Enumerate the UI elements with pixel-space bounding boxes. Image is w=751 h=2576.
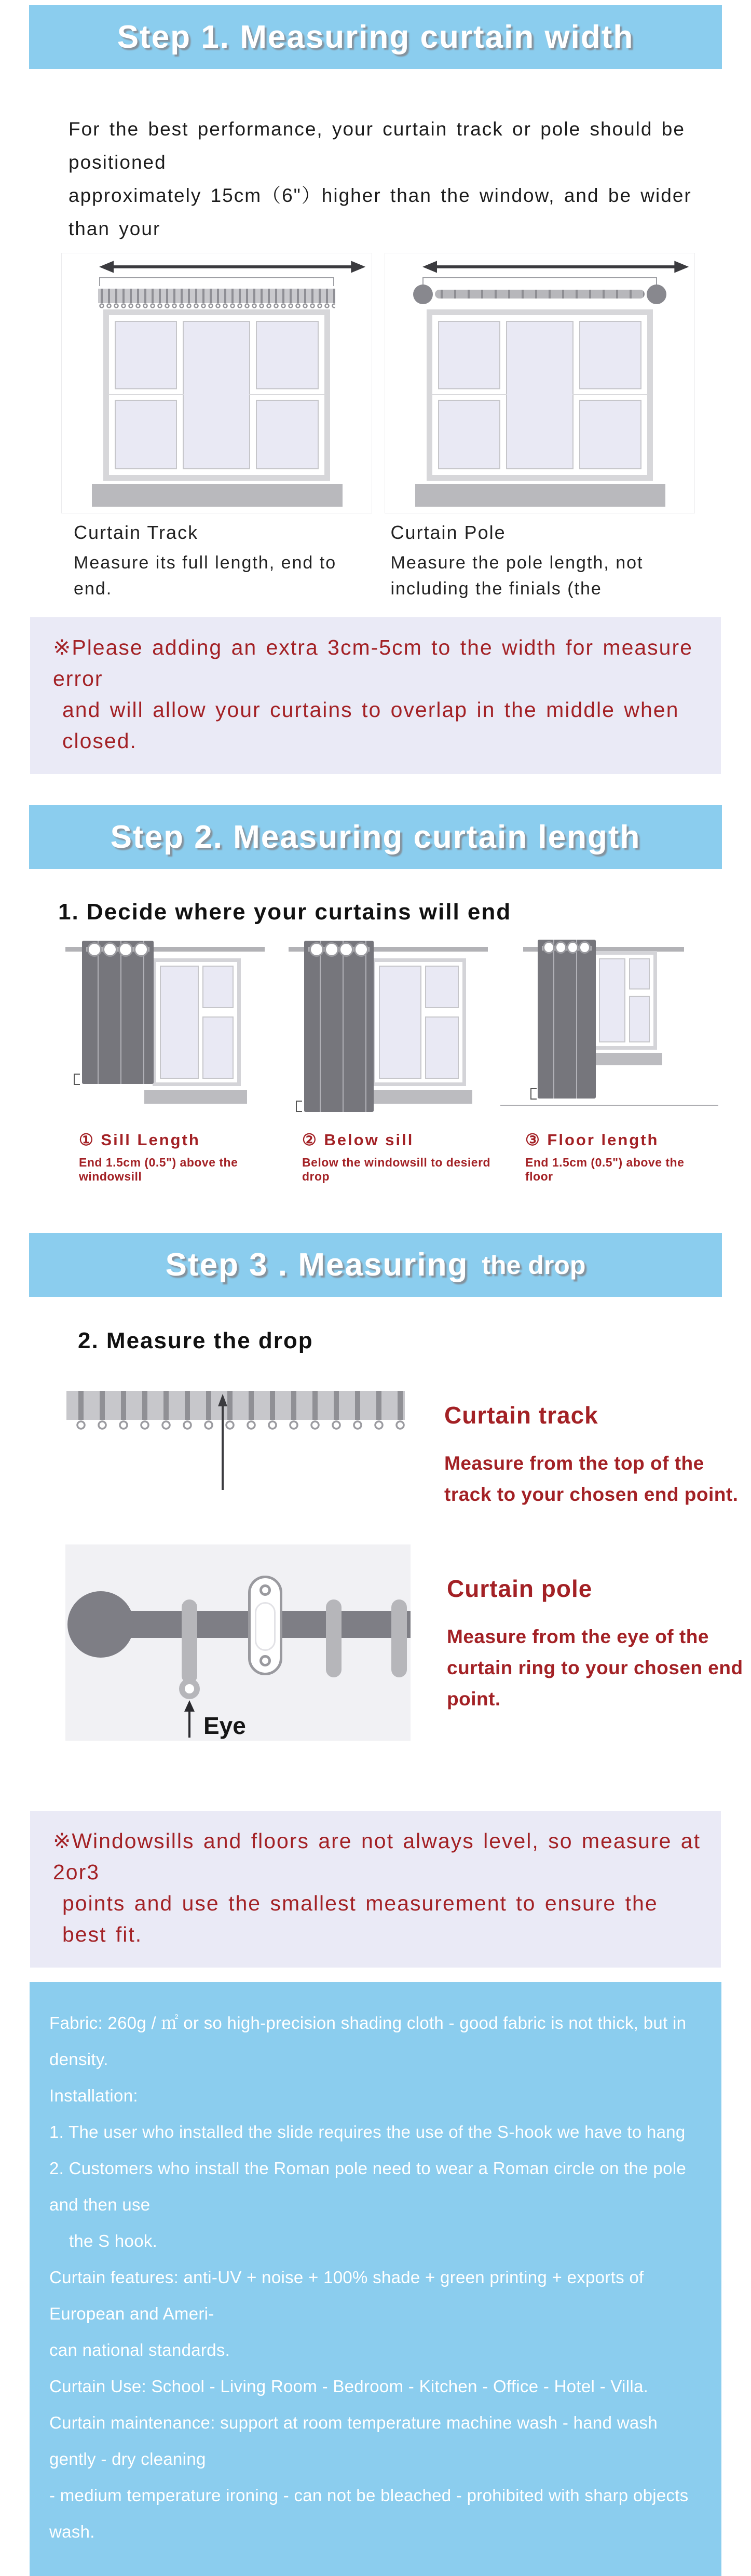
curtain-pole-drop-section — [65, 1544, 751, 1741]
level-note — [30, 1811, 721, 1968]
caption-line: Measure the pole length, not — [390, 553, 644, 573]
measure-bracket — [422, 277, 658, 286]
grommet-icon — [339, 942, 353, 957]
grommet-icon — [103, 942, 117, 957]
grommet-icon — [354, 942, 368, 957]
window-pane — [506, 321, 574, 469]
intro-line: For the best performance, your curtain track or pole should be positioned — [69, 118, 685, 173]
measure-bracket — [99, 277, 334, 286]
curtain-pole-figure — [65, 1544, 411, 1741]
window — [103, 309, 330, 481]
window-pane — [629, 996, 650, 1042]
window-pane — [379, 966, 421, 1079]
curtain-panel — [304, 941, 374, 1112]
caption-line: Measure its full length, end to end. — [74, 553, 337, 599]
window-column — [579, 321, 641, 469]
pole-caption-title: Curtain Pole — [390, 522, 506, 543]
curtain-track-drop-section — [66, 1382, 751, 1510]
step1-diagrams — [61, 253, 695, 513]
wall-bracket — [248, 1576, 282, 1675]
grommet-icon — [324, 942, 339, 957]
below-sill-diagram — [284, 932, 492, 1118]
length-option-floor — [508, 932, 715, 1184]
footer-line: 1. The user who installed the slide requires the use of the S-hook we have to hang — [49, 2122, 686, 2141]
curtain-pole-diagram — [385, 253, 695, 513]
window-pane — [202, 966, 234, 1008]
bracket-arm — [255, 1602, 276, 1651]
measure-tick — [296, 1101, 302, 1112]
window-pane — [256, 400, 318, 469]
window-frame — [595, 955, 653, 1046]
curtain-pole-text — [447, 1544, 743, 1715]
note-line: ※Windowsills and floors are not always level, so measure at 2or3 — [53, 1829, 701, 1884]
footer-line: the S hook. — [49, 2231, 158, 2250]
grommet-icon — [543, 941, 555, 954]
step1-banner — [29, 5, 722, 69]
step3-heading: 2. Measure the drop — [78, 1328, 313, 1353]
product-details-block — [30, 1982, 721, 2576]
option-desc: End 1.5cm (0.5") above the windowsill — [79, 1156, 238, 1183]
intro-line: approximately 15cm（6"）higher than the window, and be wider than your — [69, 185, 692, 239]
footer-line: Installation: — [49, 2086, 138, 2105]
window-column — [438, 321, 500, 469]
pole-finial-icon — [647, 284, 666, 304]
window-pane — [599, 958, 625, 1042]
pole-desc-line: curtain ring to your chosen end — [447, 1657, 743, 1678]
floor-length-diagram — [508, 932, 715, 1118]
track-desc-line: Measure from the top of the — [444, 1453, 704, 1474]
window-frame — [375, 962, 462, 1082]
curtain-track-hooks — [66, 1420, 405, 1432]
footer-line: Curtain features: anti-UV + noise + 100% shade + green printing + exports of European and Ameri- — [49, 2268, 649, 2323]
sill-length-diagram — [61, 932, 269, 1118]
track-desc-line: track to your chosen end point. — [444, 1484, 739, 1505]
screw-hole-icon — [260, 1584, 271, 1596]
window-mullion — [202, 1008, 234, 1016]
caption-line: including the finials (the — [390, 579, 602, 599]
track-caption — [74, 522, 378, 602]
windowsill — [92, 484, 343, 507]
curtain-track-text — [444, 1382, 738, 1510]
grommet-icon — [309, 942, 324, 957]
window-mullion — [629, 989, 650, 996]
grommet-row — [306, 942, 372, 957]
ring-eye-icon — [179, 1678, 200, 1699]
window-pane — [438, 321, 500, 389]
window-pane — [629, 958, 650, 989]
step1-intro-paragraph — [69, 113, 694, 246]
grommet-icon — [134, 942, 148, 957]
step3-banner — [29, 1233, 722, 1297]
window-pane — [579, 321, 641, 389]
window-pane — [425, 1016, 459, 1079]
step3-banner-subtitle: the drop — [482, 1250, 586, 1280]
step2-heading: 1. Decide where your curtains will end — [58, 899, 512, 925]
window-pane — [256, 321, 318, 389]
eye-label: Eye — [203, 1712, 246, 1739]
grommet-row — [540, 941, 594, 954]
window-column — [425, 966, 459, 1079]
window-mullion — [579, 389, 641, 400]
window-frame — [109, 315, 324, 475]
pole-caption — [391, 522, 695, 602]
window-frame — [432, 315, 648, 475]
curtain-panel — [82, 941, 154, 1084]
window-column — [379, 966, 421, 1079]
length-options — [61, 932, 751, 1184]
window-pane — [115, 321, 177, 389]
width-note — [30, 617, 721, 774]
step1-captions — [74, 522, 695, 602]
window-frame — [156, 962, 237, 1082]
window — [592, 951, 657, 1050]
curtain-track-title: Curtain track — [444, 1402, 598, 1429]
curtain-ring — [182, 1599, 197, 1684]
window-column — [115, 321, 177, 469]
option-title: ③ Floor length — [525, 1131, 659, 1149]
window-column — [629, 958, 650, 1042]
curtain-pole-bar — [435, 290, 645, 299]
width-arrow-icon — [99, 260, 365, 274]
window — [427, 309, 653, 481]
window-column — [599, 958, 625, 1042]
window-pane — [438, 400, 500, 469]
step1-banner-title: Step 1. Measuring curtain width — [117, 19, 634, 55]
up-arrow-icon — [216, 1394, 229, 1490]
window-pane — [183, 321, 250, 469]
footer-line: Curtain maintenance: support at room temperature machine wash - hand wash gently - dry cleaning — [49, 2413, 663, 2469]
footer-line: Fabric: 260g / ㎡ or so high-precision shading cloth - good fabric is not thick, but in density. — [49, 2013, 691, 2069]
window-mullion — [438, 389, 500, 400]
window — [153, 958, 241, 1086]
length-option-below-sill — [284, 932, 492, 1184]
window-pane — [579, 400, 641, 469]
curtain-panel — [538, 940, 596, 1099]
window-pane — [115, 400, 177, 469]
eye-arrow-icon — [183, 1700, 196, 1738]
measure-tick — [530, 1088, 537, 1100]
option-desc: End 1.5cm (0.5") above the floor — [525, 1156, 685, 1183]
window-mullion — [115, 389, 177, 400]
window-column — [183, 321, 250, 469]
window-pane — [160, 966, 199, 1079]
window-column — [256, 321, 318, 469]
option-desc: Below the windowsill to desierd drop — [302, 1156, 491, 1183]
pole-desc-line: point. — [447, 1688, 501, 1710]
note-line: ※Please adding an extra 3cm-5cm to the width for measure error — [53, 635, 693, 690]
note-line: and will allow your curtains to overlap in the middle when closed. — [62, 698, 679, 753]
windowsill — [585, 1053, 662, 1065]
pole-desc-line: Measure from the eye of the — [447, 1626, 709, 1647]
step2-banner — [29, 805, 722, 869]
floor-length-caption — [525, 1131, 715, 1184]
windowsill — [144, 1090, 247, 1104]
pole-finial-icon — [413, 284, 433, 304]
pole-finial-icon — [67, 1591, 134, 1658]
window-pane — [425, 966, 459, 1008]
curtain-ring — [391, 1599, 407, 1677]
floor-line — [500, 1105, 718, 1106]
grommet-icon — [87, 942, 102, 957]
step2-banner-title: Step 2. Measuring curtain length — [110, 819, 641, 855]
window — [372, 958, 466, 1086]
option-title: ① Sill Length — [79, 1131, 200, 1149]
curtain-track-diagram — [61, 253, 372, 513]
curtain-track-strip — [98, 289, 335, 303]
curtain-ring — [326, 1599, 342, 1677]
measure-tick — [74, 1074, 80, 1085]
windowsill — [363, 1090, 472, 1104]
window-mullion — [256, 389, 318, 400]
window-column — [202, 966, 234, 1079]
footer-line: 2. Customers who install the Roman pole need to wear a Roman circle on the pole and then use — [49, 2159, 691, 2214]
curtain-track-strip — [66, 1391, 405, 1420]
windowsill — [415, 484, 666, 507]
screw-hole-icon — [260, 1655, 271, 1666]
width-arrow-icon — [422, 260, 689, 274]
grommet-icon — [555, 941, 567, 954]
grommet-icon — [567, 941, 579, 954]
length-option-sill — [61, 932, 269, 1184]
grommet-row — [84, 942, 152, 957]
grommet-icon — [579, 941, 591, 954]
grommet-icon — [118, 942, 133, 957]
window-pane — [202, 1016, 234, 1079]
footer-line: Curtain Use: School - Living Room - Bedroom - Kitchen - Office - Hotel - Villa. — [49, 2377, 649, 2396]
option-title: ② Below sill — [302, 1131, 414, 1149]
sill-length-caption — [79, 1131, 269, 1184]
window-column — [506, 321, 574, 469]
track-caption-title: Curtain Track — [74, 522, 199, 543]
window-mullion — [425, 1008, 459, 1016]
footer-line: - medium temperature ironing - can not be bleached - prohibited with sharp objects wash. — [49, 2486, 694, 2541]
below-sill-caption — [302, 1131, 492, 1184]
step3-banner-title: Step 3 . Measuring — [165, 1247, 469, 1283]
footer-line: can national standards. — [49, 2340, 230, 2360]
window-column — [160, 966, 199, 1079]
note-line: points and use the smallest measurement to ensure the best fit. — [62, 1891, 658, 1946]
curtain-pole-title: Curtain pole — [447, 1575, 593, 1602]
curtain-track-figure — [66, 1382, 409, 1494]
